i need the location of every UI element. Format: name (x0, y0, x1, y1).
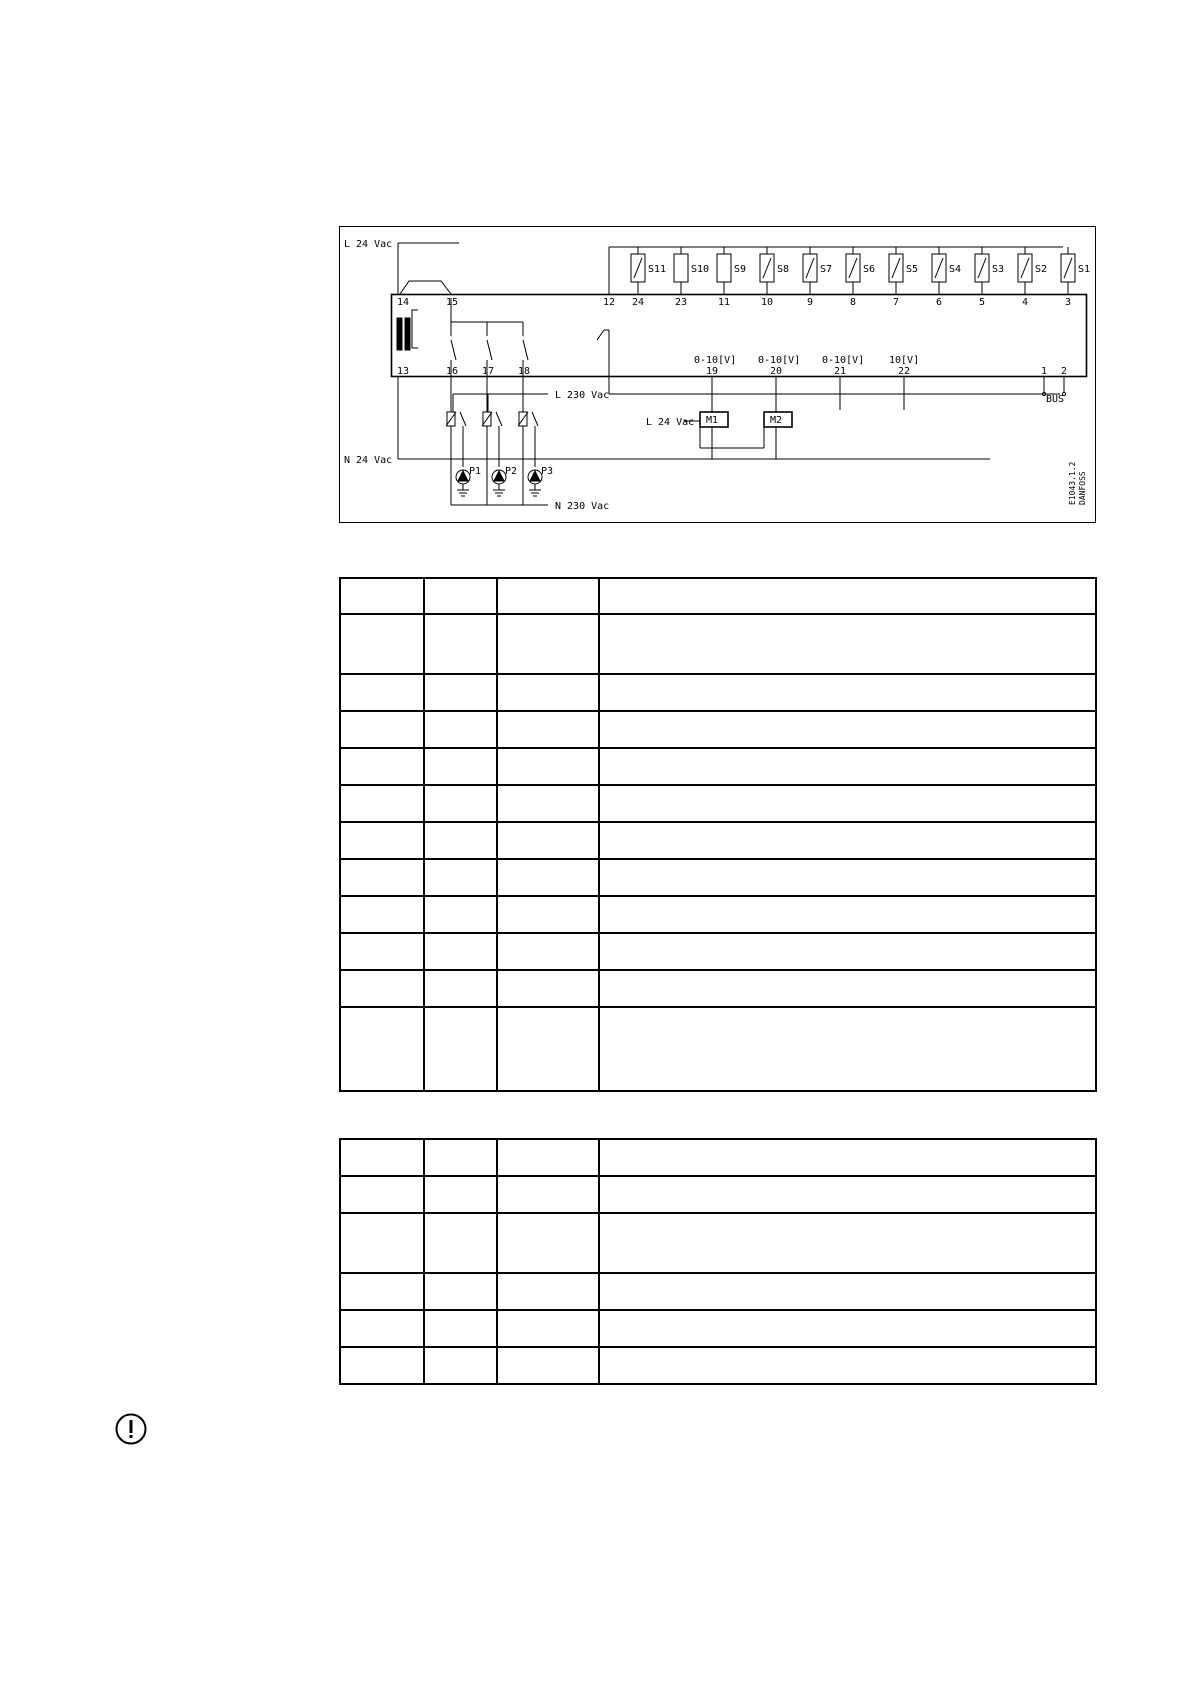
terminal-18: 18 (518, 366, 531, 377)
table-row (340, 970, 1096, 1007)
table-row (340, 1213, 1096, 1273)
supply-label-l230: L 230 Vac (555, 390, 610, 401)
terminal-13: 13 (397, 366, 410, 377)
sensor-s6-symbol (846, 247, 860, 294)
sensor-label-s7: S7 (820, 264, 833, 275)
sensor-s10-symbol (674, 247, 688, 294)
table-2-body (340, 1139, 1096, 1384)
terminal-21: 21 (834, 366, 847, 377)
table-row (340, 896, 1096, 933)
motor-label-m2: M2 (770, 415, 783, 426)
supply-label-l24-motors: L 24 Vac (646, 417, 695, 428)
signal-label-20: 0-10[V] (758, 355, 801, 366)
sensor-label-s2: S2 (1035, 264, 1048, 275)
terminal-19: 19 (706, 366, 719, 377)
warning-exclamation-icon (114, 1412, 148, 1446)
table-row (340, 1273, 1096, 1310)
supply-label-n230: N 230 Vac (555, 501, 610, 512)
sensor-label-s8: S8 (777, 264, 790, 275)
sensor-s4-symbol (932, 247, 946, 294)
terminal-4: 4 (1022, 297, 1029, 308)
supply-label-n24: N 24 Vac (344, 455, 393, 466)
terminal-3: 3 (1065, 297, 1072, 308)
pump-label-p3: P3 (541, 466, 554, 477)
terminal-17: 17 (482, 366, 495, 377)
terminal-20: 20 (770, 366, 783, 377)
table-1-body (340, 578, 1096, 1091)
table-row (340, 1310, 1096, 1347)
sensor-s1-symbol (1061, 247, 1075, 294)
sensor-label-s9: S9 (734, 264, 747, 275)
sensor-label-s11: S11 (648, 264, 667, 275)
terminal-14: 14 (397, 297, 410, 308)
table-row (340, 933, 1096, 970)
sensor-label-s4: S4 (949, 264, 962, 275)
bus-label: BUS (1046, 394, 1065, 405)
signal-label-19: 0-10[V] (694, 355, 737, 366)
supply-label-l24: L 24 Vac (344, 239, 393, 250)
table-row (340, 711, 1096, 748)
sensor-s5-symbol (889, 247, 903, 294)
table-1 (339, 577, 1097, 1092)
signal-label-22: 10[V] (889, 355, 920, 366)
table-row (340, 822, 1096, 859)
transformer (397, 318, 402, 350)
table-row (340, 785, 1096, 822)
terminal-23: 23 (675, 297, 688, 308)
terminal-16: 16 (446, 366, 459, 377)
table-row (340, 859, 1096, 896)
sensor-label-s10: S10 (691, 264, 710, 275)
sensor-s9-symbol (717, 247, 731, 294)
pump-label-p1: P1 (469, 466, 482, 477)
table-row (340, 748, 1096, 785)
diagram-reference: E1043.1.2 (1068, 461, 1077, 505)
table-row (340, 1176, 1096, 1213)
terminal-10: 10 (761, 297, 774, 308)
table-row (340, 674, 1096, 711)
terminal-12: 12 (603, 297, 616, 308)
terminal-24: 24 (632, 297, 645, 308)
table-row (340, 1007, 1096, 1091)
sensor-label-s1: S1 (1078, 264, 1091, 275)
table-row (340, 614, 1096, 674)
table-2 (339, 1138, 1097, 1385)
terminal-15: 15 (446, 297, 459, 308)
sensor-label-s5: S5 (906, 264, 919, 275)
sensor-s2-symbol (1018, 247, 1032, 294)
terminal-7: 7 (893, 297, 900, 308)
terminal-8: 8 (850, 297, 857, 308)
terminal-2: 2 (1061, 366, 1068, 377)
terminal-22: 22 (898, 366, 911, 377)
sensor-s3-symbol (975, 247, 989, 294)
terminal-6: 6 (936, 297, 943, 308)
table-row (340, 1347, 1096, 1384)
terminal-11: 11 (718, 297, 731, 308)
sensor-label-s3: S3 (992, 264, 1005, 275)
sensor-s11-symbol (631, 247, 645, 294)
sensor-s8-symbol (760, 247, 774, 294)
terminal-1: 1 (1041, 366, 1048, 377)
signal-label-21: 0-10[V] (822, 355, 865, 366)
diagram-brand: DANFOSS (1078, 471, 1087, 505)
sensor-label-s6: S6 (863, 264, 876, 275)
table-row (340, 578, 1096, 614)
terminal-5: 5 (979, 297, 986, 308)
pump-label-p2: P2 (505, 466, 518, 477)
motor-label-m1: M1 (706, 415, 719, 426)
terminal-9: 9 (807, 297, 814, 308)
sensor-s7-symbol (803, 247, 817, 294)
table-row (340, 1139, 1096, 1176)
